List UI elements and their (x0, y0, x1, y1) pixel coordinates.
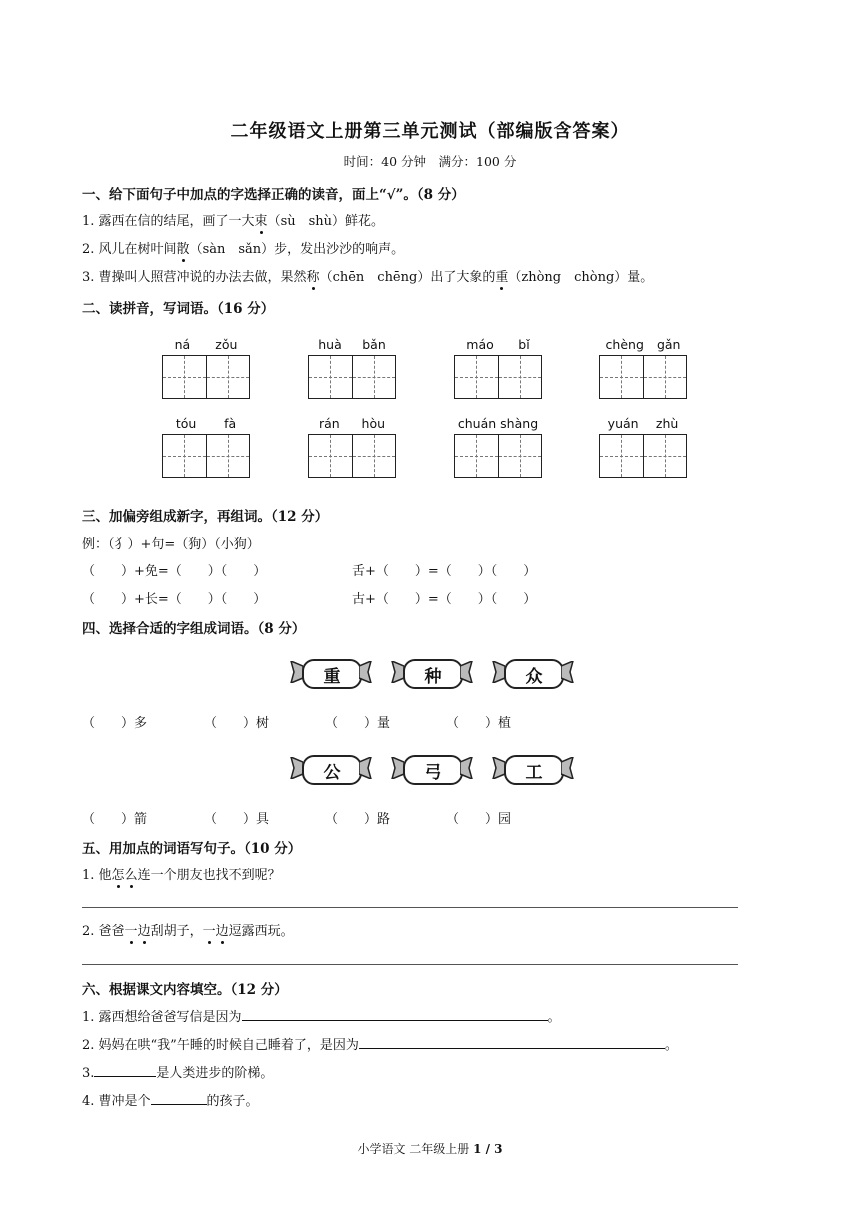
s6-question-3: 3. 是人类进步的阶梯。 (82, 1062, 273, 1081)
dotted-char: 边 (215, 924, 229, 939)
dotted-char: 边 (137, 924, 151, 939)
s4-option: （ ）箭 (82, 812, 148, 827)
writing-grid[interactable] (599, 434, 687, 478)
fill-blank[interactable] (151, 1090, 207, 1105)
s5-question-1: 1. 他怎么连一个朋友也找不到呢？ (82, 868, 281, 883)
writing-grid[interactable] (454, 434, 542, 478)
s4-option: （ ）路 (325, 812, 391, 827)
candy-char-card: 工 (491, 754, 575, 784)
fill-blank[interactable] (359, 1034, 665, 1049)
s4-option: （ ）园 (446, 812, 512, 827)
section-2-heading: 二、读拼音，写词语。（16 分） (82, 301, 275, 317)
dotted-char: 一 (202, 924, 216, 939)
s3-row-2-left: （ ）+长=（ ）（ ） (82, 592, 267, 607)
candy-wrapper-icon (359, 757, 373, 779)
page-number: 1 / 3 (473, 1142, 503, 1156)
section-6-heading: 六、根据课文内容填空。（12 分） (82, 982, 288, 998)
section-1-heading: 一、给下面句子中加点的字选择正确的读音，面上“√”。（8 分） (82, 187, 465, 203)
candy-char-card: 种 (390, 658, 474, 688)
candy-wrapper-icon (491, 661, 505, 683)
candy-char-card: 弓 (390, 754, 474, 784)
section-5-heading: 五、用加点的词语写句子。（10 分） (82, 841, 302, 857)
answer-line[interactable] (82, 907, 738, 908)
s3-row-1-left: （ ）+免=（ ）（ ） (82, 564, 267, 579)
fill-blank[interactable] (94, 1062, 156, 1077)
candy-wrapper-icon (390, 757, 404, 779)
s3-example: 例：（犭）+句=（狗）（小狗） (82, 537, 260, 552)
s6-question-2: 2. 妈妈在哄“我”午睡的时候自己睡着了，是因为 。 (82, 1034, 678, 1053)
s6-question-1: 1. 露西想给爸爸写信是因为 。 (82, 1006, 561, 1025)
s3-row-1-right: 舌+（ ）=（ ）（ ） (352, 564, 537, 579)
exam-meta: 时间：40 分钟 满分：100 分 (343, 154, 517, 169)
writing-grid[interactable] (454, 355, 542, 399)
s1-question-3: 3. 曹操叫人照营冲说的办法去做，果然称（chēn chēng）出了大象的重（zhòng chòng）量。 (82, 270, 654, 285)
s3-row-2-right: 古+（ ）=（ ）（ ） (352, 592, 537, 607)
writing-grid[interactable] (162, 355, 250, 399)
s1-question-2: 2. 风儿在树叶间散（sàn sǎn）步，发出沙沙的响声。 (82, 242, 405, 257)
writing-grid[interactable] (162, 434, 250, 478)
s4-option: （ ）具 (204, 812, 270, 827)
dotted-char: 称 (306, 270, 320, 285)
answer-line[interactable] (82, 964, 738, 965)
s4-option: （ ）量 (325, 716, 391, 731)
candy-wrapper-icon (289, 661, 303, 683)
candy-wrapper-icon (289, 757, 303, 779)
candy-char-card: 众 (491, 658, 575, 688)
s6-question-4: 4. 曹冲是个 的孩子。 (82, 1090, 259, 1109)
dotted-char: 么 (124, 868, 138, 883)
candy-wrapper-icon (561, 661, 575, 683)
fill-blank[interactable] (242, 1006, 548, 1021)
s4-option: （ ）多 (82, 716, 148, 731)
section-3-heading: 三、加偏旁组成新字，再组词。（12 分） (82, 509, 329, 525)
dotted-char: 怎 (111, 868, 125, 883)
candy-wrapper-icon (491, 757, 505, 779)
candy-wrapper-icon (390, 661, 404, 683)
writing-grid[interactable] (308, 355, 396, 399)
candy-wrapper-icon (460, 661, 474, 683)
candy-char-card: 重 (289, 658, 373, 688)
s5-question-2: 2. 爸爸一边刮胡子，一边逗露西玩。 (82, 924, 294, 939)
candy-char-card: 公 (289, 754, 373, 784)
writing-grid[interactable] (308, 434, 396, 478)
s4-option: （ ）植 (446, 716, 512, 731)
candy-wrapper-icon (561, 757, 575, 779)
dotted-char: 重 (495, 270, 509, 285)
section-4-heading: 四、选择合适的字组成词语。（8 分） (82, 621, 306, 637)
candy-wrapper-icon (460, 757, 474, 779)
dotted-char: 束 (254, 214, 268, 229)
page-footer: 小学语文 二年级上册 1 / 3 (357, 1142, 503, 1156)
dotted-char: 一 (124, 924, 138, 939)
dotted-char: 散 (176, 242, 190, 257)
s4-option: （ ）树 (204, 716, 270, 731)
writing-grid[interactable] (599, 355, 687, 399)
s1-question-1: 1. 露西在信的结尾，画了一大束（sù shù）鲜花。 (82, 214, 385, 229)
candy-wrapper-icon (359, 661, 373, 683)
page-title: 二年级语文上册第三单元测试（部编版含答案） (230, 121, 630, 142)
